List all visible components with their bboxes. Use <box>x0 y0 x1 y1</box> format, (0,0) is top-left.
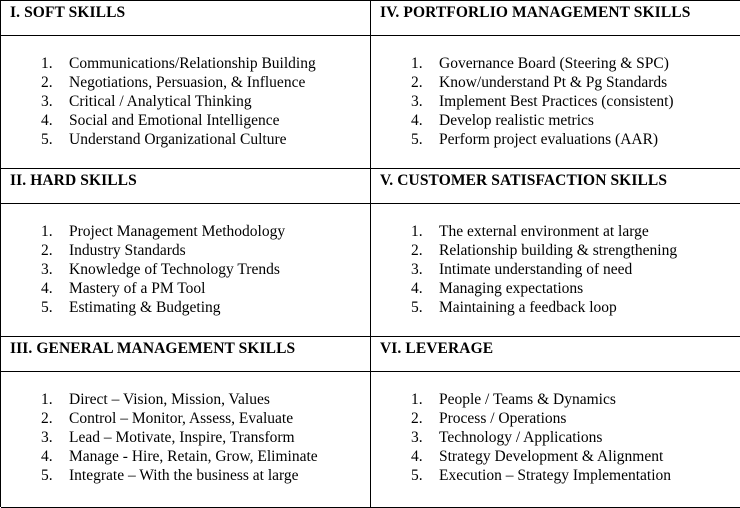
list-item <box>1 54 370 73</box>
item-number: 5. <box>41 467 53 484</box>
item-text: Implement Best Practices (consistent) <box>439 93 674 110</box>
list-item <box>371 73 740 92</box>
item-text: Understand Organizational Culture <box>69 131 287 148</box>
item-number: 3. <box>411 429 423 446</box>
item-text: People / Teams & Dynamics <box>439 391 616 408</box>
list-item <box>371 428 740 447</box>
item-text: Know/understand Pt & Pg Standards <box>439 74 668 91</box>
section-body-leverage <box>371 372 740 508</box>
item-text: Control – Monitor, Assess, Evaluate <box>69 410 294 427</box>
item-text: Communications/Relationship Building <box>69 55 316 72</box>
item-text: Relationship building & strengthening <box>439 242 678 259</box>
list-item <box>1 130 370 149</box>
item-number: 1. <box>41 55 53 72</box>
item-number: 3. <box>41 93 53 110</box>
item-number: 4. <box>411 448 423 465</box>
list-item <box>1 111 370 130</box>
item-number: 4. <box>41 112 53 129</box>
item-text: Knowledge of Technology Trends <box>69 261 280 278</box>
list-item <box>371 92 740 111</box>
list-item <box>371 390 740 409</box>
section-header-leverage: VI. LEVERAGE <box>371 337 740 372</box>
item-text: Estimating & Budgeting <box>69 299 221 316</box>
list-item <box>1 466 370 485</box>
section-body-general-management-skills <box>1 372 371 508</box>
item-number: 4. <box>411 112 423 129</box>
item-number: 5. <box>411 131 423 148</box>
skill-list <box>371 390 740 485</box>
item-number: 5. <box>41 131 53 148</box>
item-number: 1. <box>411 223 423 240</box>
item-number: 2. <box>411 74 423 91</box>
item-text: Direct – Vision, Mission, Values <box>69 391 270 408</box>
list-item <box>371 260 740 279</box>
item-number: 5. <box>411 467 423 484</box>
item-text: Perform project evaluations (AAR) <box>439 131 659 148</box>
item-text: Manage - Hire, Retain, Grow, Eliminate <box>69 448 318 465</box>
item-number: 1. <box>41 223 53 240</box>
item-text: Execution – Strategy Implementation <box>439 467 672 484</box>
item-number: 5. <box>41 299 53 316</box>
item-text: Critical / Analytical Thinking <box>69 93 252 110</box>
list-item <box>1 92 370 111</box>
list-item <box>1 390 370 409</box>
item-number: 2. <box>411 410 423 427</box>
item-text: Strategy Development & Alignment <box>439 448 664 465</box>
list-item <box>1 279 370 298</box>
item-text: Integrate – With the business at large <box>69 467 299 484</box>
list-item <box>1 241 370 260</box>
skill-list <box>1 390 370 485</box>
section-header-soft-skills: I. SOFT SKILLS <box>1 1 371 36</box>
item-number: 4. <box>41 280 53 297</box>
list-item <box>371 409 740 428</box>
item-text: Negotiations, Persuasion, & Influence <box>69 74 306 91</box>
item-number: 2. <box>41 242 53 259</box>
list-item <box>1 409 370 428</box>
item-text: Governance Board (Steering & SPC) <box>439 55 669 72</box>
skill-list <box>1 222 370 317</box>
item-number: 3. <box>41 429 53 446</box>
list-item <box>1 73 370 92</box>
list-item <box>371 222 740 241</box>
skill-list <box>371 222 740 317</box>
list-item <box>371 130 740 149</box>
list-item <box>371 298 740 317</box>
item-text: Maintaining a feedback loop <box>439 299 617 316</box>
item-text: Managing expectations <box>439 280 584 297</box>
section-body-customer-satisfaction-skills <box>371 204 740 337</box>
item-text: Project Management Methodology <box>69 223 286 240</box>
item-text: Mastery of a PM Tool <box>69 280 206 297</box>
item-number: 5. <box>411 299 423 316</box>
item-text: Lead – Motivate, Inspire, Transform <box>69 429 295 446</box>
item-number: 1. <box>41 391 53 408</box>
item-number: 2. <box>41 410 53 427</box>
section-header-portfolio-management-skills: IV. PORTFORLIO MANAGEMENT SKILLS <box>371 1 740 36</box>
section-header-hard-skills: II. HARD SKILLS <box>1 169 371 204</box>
section-body-soft-skills <box>1 36 371 169</box>
list-item <box>371 241 740 260</box>
item-number: 2. <box>411 242 423 259</box>
section-header-customer-satisfaction-skills: V. CUSTOMER SATISFACTION SKILLS <box>371 169 740 204</box>
section-body-portfolio-management-skills <box>371 36 740 169</box>
list-item <box>1 447 370 466</box>
item-text: Industry Standards <box>69 242 186 259</box>
list-item <box>371 279 740 298</box>
section-header-general-management-skills: III. GENERAL MANAGEMENT SKILLS <box>1 337 371 372</box>
list-item <box>371 466 740 485</box>
item-number: 1. <box>411 55 423 72</box>
list-item <box>1 298 370 317</box>
list-item <box>1 428 370 447</box>
item-number: 3. <box>41 261 53 278</box>
list-item <box>1 222 370 241</box>
item-number: 2. <box>41 74 53 91</box>
list-item <box>1 260 370 279</box>
skill-list <box>1 54 370 149</box>
item-number: 4. <box>411 280 423 297</box>
item-text: Technology / Applications <box>439 429 603 446</box>
list-item <box>371 54 740 73</box>
item-text: Social and Emotional Intelligence <box>69 112 280 129</box>
item-text: The external environment at large <box>439 223 649 240</box>
item-number: 4. <box>41 448 53 465</box>
list-item <box>371 447 740 466</box>
skill-list <box>371 54 740 149</box>
item-number: 3. <box>411 261 423 278</box>
item-text: Process / Operations <box>439 410 567 427</box>
item-number: 1. <box>411 391 423 408</box>
item-number: 3. <box>411 93 423 110</box>
item-text: Develop realistic metrics <box>439 112 594 129</box>
section-body-hard-skills <box>1 204 371 337</box>
item-text: Intimate understanding of need <box>439 261 633 278</box>
list-item <box>371 111 740 130</box>
